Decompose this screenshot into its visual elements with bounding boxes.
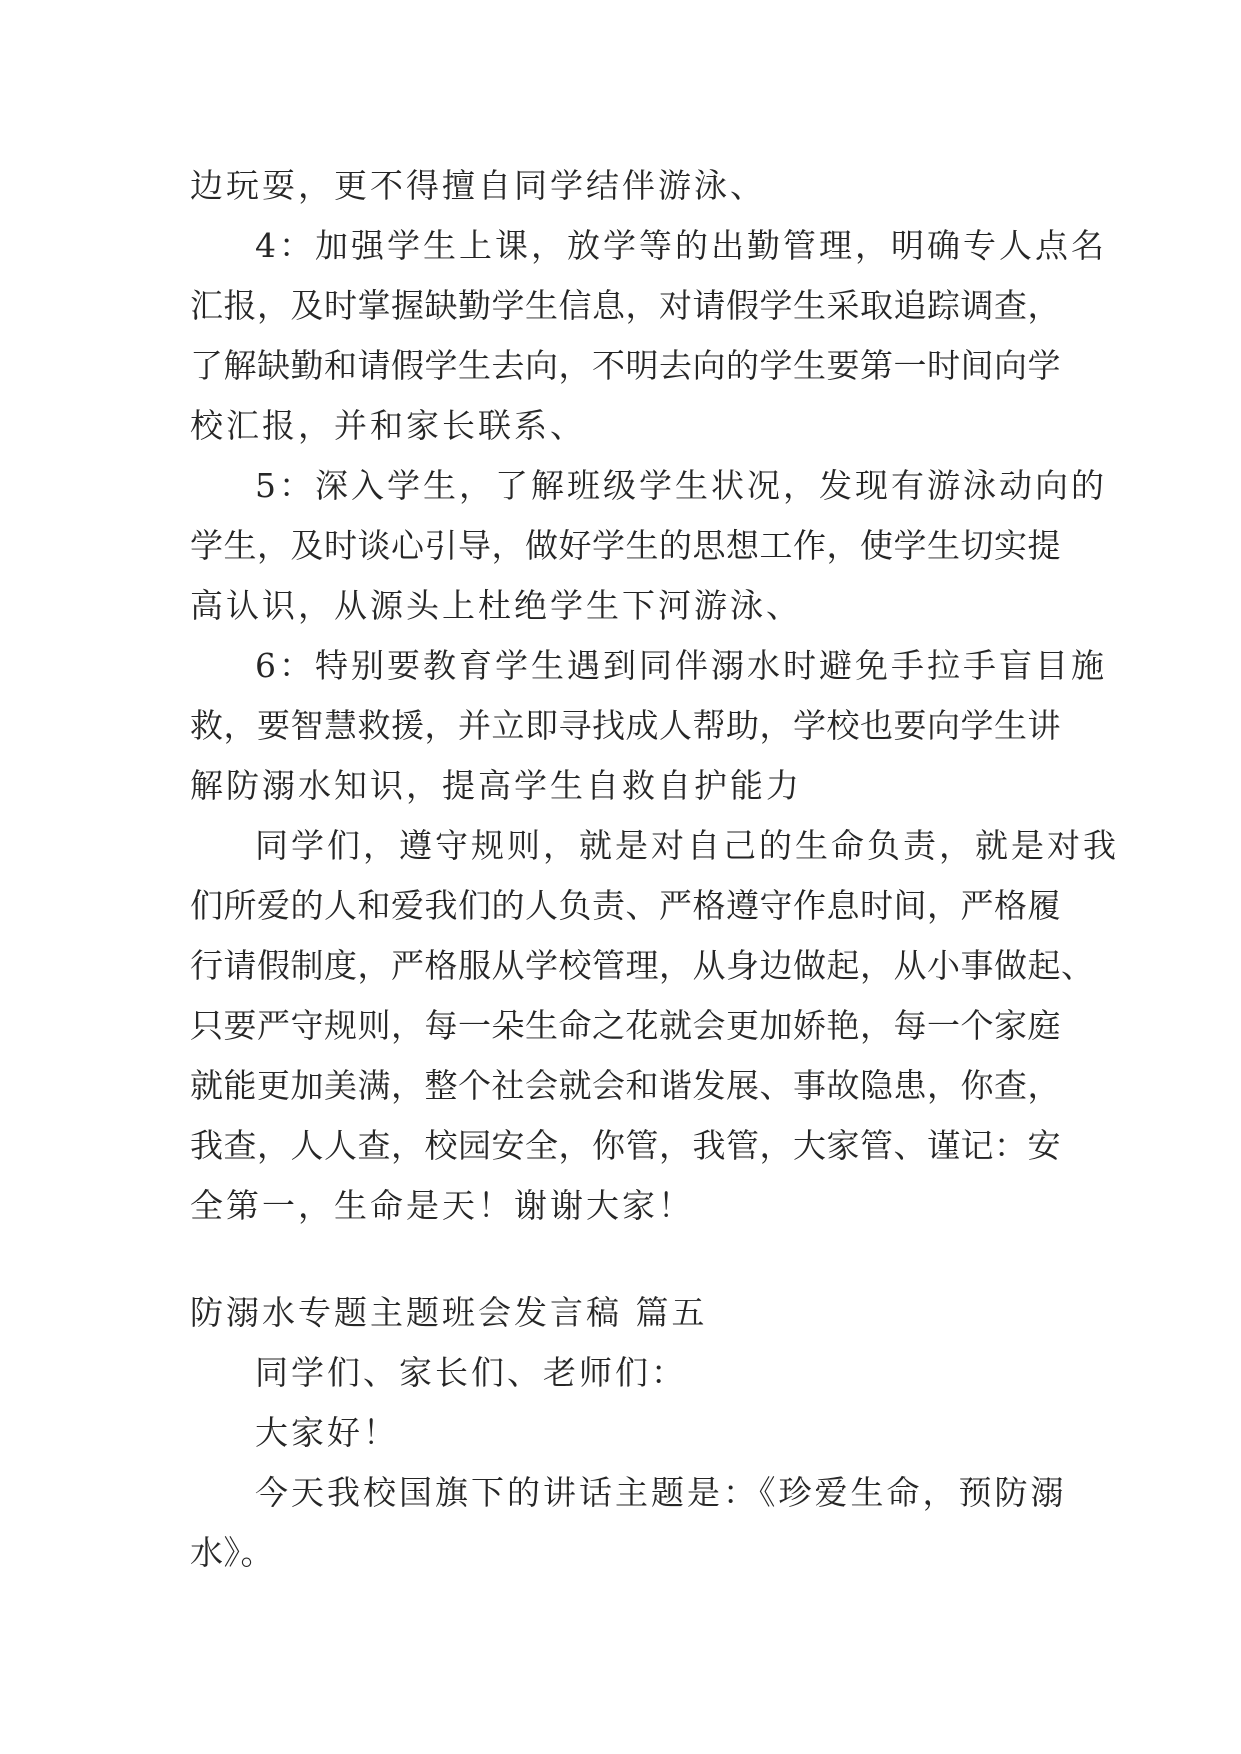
paragraph-line: 5：深入学生，了解班级学生状况，发现有游泳动向的 [255, 466, 1107, 505]
section-heading: 防溺水专题主题班会发言稿 篇五 [190, 1293, 708, 1332]
paragraph-line: 今天我校国旗下的讲话主题是：《珍爱生命，预防溺 [255, 1473, 1067, 1512]
paragraph-line: 边玩耍，更不得擅自同学结伴游泳、 [190, 166, 766, 205]
paragraph-line: 们所爱的人和爱我们的人负责、严格遵守作息时间，严格履 [190, 886, 1061, 925]
paragraph-line: 我查，人人查，校园安全，你管，我管，大家管、谨记：安 [190, 1126, 1061, 1165]
paragraph-line: 水》。 [190, 1533, 274, 1572]
paragraph-line: 解防溺水知识，提高学生自救自护能力 [190, 766, 802, 805]
paragraph-line: 大家好！ [255, 1413, 399, 1452]
paragraph-line: 4：加强学生上课，放学等的出勤管理，明确专人点名 [255, 226, 1107, 265]
paragraph-line: 高认识，从源头上杜绝学生下河游泳、 [190, 586, 802, 625]
paragraph-line: 同学们、家长们、老师们： [255, 1353, 687, 1392]
paragraph-line: 校汇报，并和家长联系、 [190, 406, 586, 445]
paragraph-line: 了解缺勤和请假学生去向，不明去向的学生要第一时间向学 [190, 346, 1061, 385]
paragraph-line: 救，要智慧救援，并立即寻找成人帮助，学校也要向学生讲 [190, 706, 1061, 745]
paragraph-line: 学生，及时谈心引导，做好学生的思想工作，使学生切实提 [190, 526, 1061, 565]
paragraph-line: 汇报，及时掌握缺勤学生信息，对请假学生采取追踪调查， [190, 286, 1061, 325]
paragraph-line: 同学们，遵守规则，就是对自己的生命负责，就是对我 [255, 826, 1119, 865]
paragraph-line: 行请假制度，严格服从学校管理，从身边做起，从小事做起、 [190, 946, 1095, 985]
paragraph-line: 只要严守规则，每一朵生命之花就会更加娇艳，每一个家庭 [190, 1006, 1061, 1045]
paragraph-line: 6：特别要教育学生遇到同伴溺水时避免手拉手盲目施 [255, 646, 1107, 685]
paragraph-line: 就能更加美满，整个社会就会和谐发展、事故隐患，你查， [190, 1066, 1061, 1105]
paragraph-line: 全第一，生命是天！谢谢大家！ [190, 1186, 694, 1225]
